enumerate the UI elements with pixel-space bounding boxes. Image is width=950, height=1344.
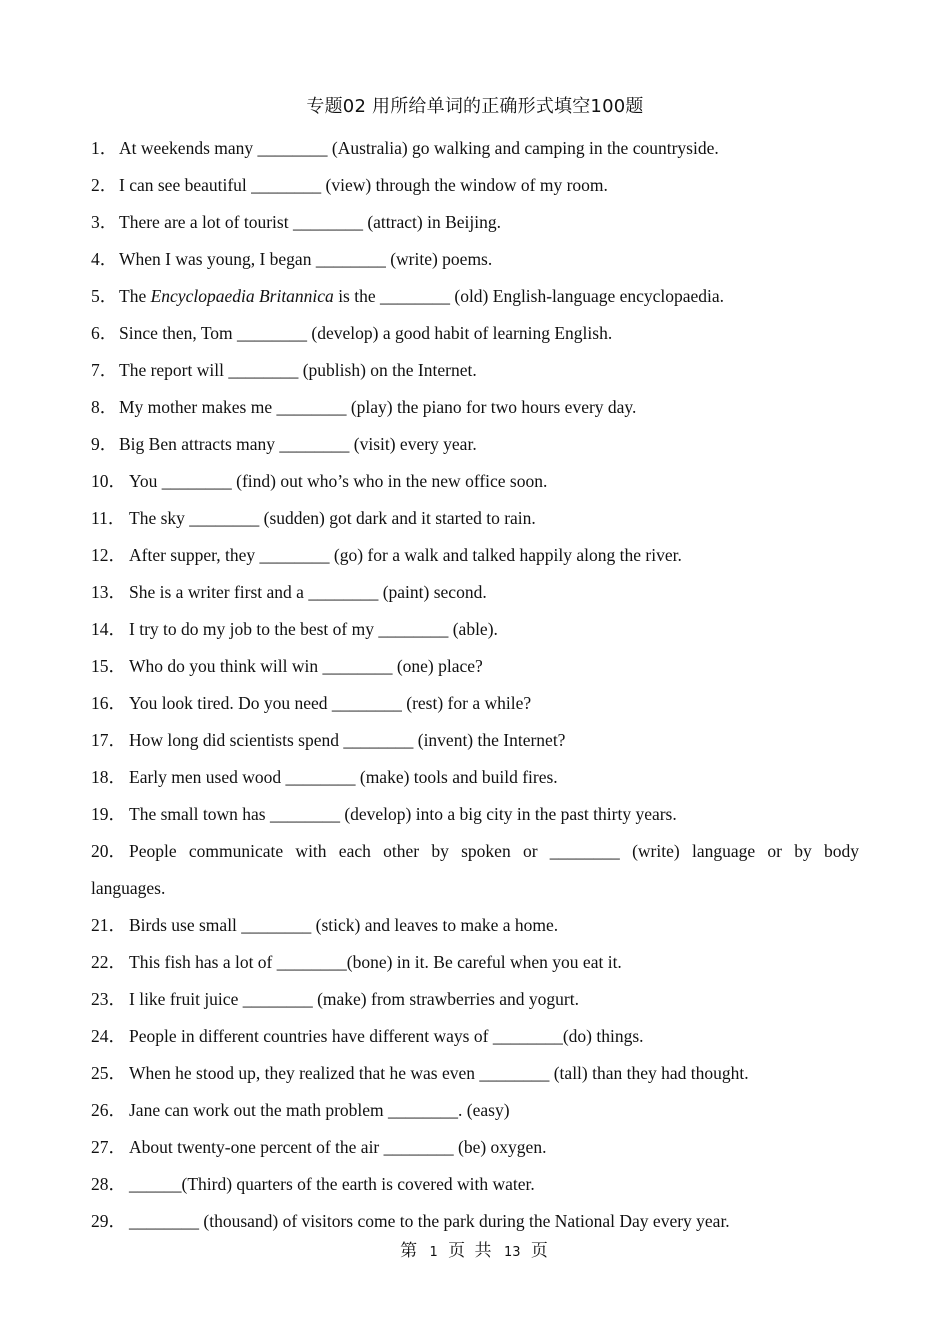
- question-item: [91, 315, 859, 352]
- question-number: 25．: [91, 1063, 126, 1083]
- question-number: 23．: [91, 989, 126, 1009]
- question-text: People communicate with each other by spoken or ________ (write) language or by body languages.: [91, 841, 859, 898]
- question-item: [91, 1018, 859, 1055]
- question-item: [91, 685, 859, 722]
- question-item: [91, 204, 859, 241]
- question-item: [91, 574, 859, 611]
- question-number: 6．: [91, 323, 118, 343]
- question-text: ______(Third) quarters of the earth is covered with water.: [129, 1174, 535, 1194]
- question-number: 22．: [91, 952, 126, 972]
- question-item: [91, 944, 859, 981]
- question-item: [91, 759, 859, 796]
- question-number: 16．: [91, 693, 126, 713]
- question-text-before: The: [119, 286, 151, 306]
- question-number: 8．: [91, 397, 118, 417]
- question-text: When he stood up, they realized that he was even ________ (tall) than they had thought.: [129, 1063, 749, 1083]
- question-text: Jane can work out the math problem ________. (easy): [129, 1100, 510, 1120]
- question-number: 15．: [91, 656, 126, 676]
- question-item: [91, 722, 859, 759]
- question-item: [91, 1092, 859, 1129]
- question-item: [91, 389, 859, 426]
- question-number: 4．: [91, 249, 118, 269]
- question-number: 26．: [91, 1100, 126, 1120]
- question-text: At weekends many ________ (Australia) go walking and camping in the countryside.: [119, 138, 719, 158]
- question-item: [91, 463, 859, 500]
- question-number: 17．: [91, 730, 126, 750]
- book-title: Encyclopaedia Britannica: [150, 286, 334, 306]
- footer-mid: 页 共: [448, 1241, 494, 1261]
- question-text: This fish has a lot of ________(bone) in it. Be careful when you eat it.: [129, 952, 622, 972]
- question-item: [91, 537, 859, 574]
- page-title: 专题02 用所给单词的正确形式填空100题: [306, 96, 644, 117]
- question-text: You look tired. Do you need ________ (rest) for a while?: [129, 693, 532, 713]
- question-text: ________ (thousand) of visitors come to the park during the National Day every year.: [129, 1211, 730, 1231]
- question-item: [91, 167, 859, 204]
- question-text: How long did scientists spend ________ (invent) the Internet?: [129, 730, 566, 750]
- question-number: 12．: [91, 545, 126, 565]
- question-text: She is a writer first and a ________ (paint) second.: [129, 582, 487, 602]
- total-page-count: 13: [503, 1245, 521, 1260]
- question-number: 1．: [91, 138, 118, 158]
- question-text: People in different countries have different ways of ________(do) things.: [129, 1026, 644, 1046]
- question-number: 28．: [91, 1174, 126, 1194]
- question-number: 20．: [91, 841, 126, 861]
- question-text: Who do you think will win ________ (one) place?: [129, 656, 483, 676]
- question-number: 29．: [91, 1211, 126, 1231]
- question-text: Birds use small ________ (stick) and leaves to make a home.: [129, 915, 559, 935]
- question-number: 9．: [91, 434, 118, 454]
- question-item: [91, 648, 859, 685]
- question-item: [91, 1166, 859, 1203]
- question-item: [91, 1055, 859, 1092]
- question-item: [91, 352, 859, 389]
- question-text: I like fruit juice ________ (make) from strawberries and yogurt.: [129, 989, 580, 1009]
- question-number: 10．: [91, 471, 126, 491]
- current-page-number: 1: [429, 1245, 438, 1260]
- question-text: Since then, Tom ________ (develop) a good habit of learning English.: [119, 323, 613, 343]
- question-number: 11．: [91, 508, 126, 528]
- question-item: [91, 981, 859, 1018]
- question-text: Big Ben attracts many ________ (visit) every year.: [119, 434, 477, 454]
- question-item: [91, 833, 859, 907]
- question-text-after: is the ________ (old) English-language encyclopaedia.: [333, 286, 725, 306]
- question-number: 24．: [91, 1026, 126, 1046]
- question-text: The small town has ________ (develop) into a big city in the past thirty years.: [129, 804, 677, 824]
- question-item: [91, 426, 859, 463]
- question-item: [91, 611, 859, 648]
- footer-suffix: 页: [530, 1241, 550, 1261]
- question-text: My mother makes me ________ (play) the piano for two hours every day.: [119, 397, 637, 417]
- question-item: [91, 796, 859, 833]
- question-number: 21．: [91, 915, 126, 935]
- question-number: 19．: [91, 804, 126, 824]
- question-item: [91, 500, 859, 537]
- question-number: 18．: [91, 767, 126, 787]
- question-number: 5．: [91, 286, 118, 306]
- question-number: 13．: [91, 582, 126, 602]
- question-text: You ________ (find) out who’s who in the new office soon.: [129, 471, 548, 491]
- footer-prefix: 第: [400, 1241, 420, 1261]
- question-text: The sky ________ (sudden) got dark and it started to rain.: [129, 508, 536, 528]
- question-text: I can see beautiful ________ (view) through the window of my room.: [119, 175, 608, 195]
- page-footer: [0, 1238, 950, 1266]
- question-text: About twenty-one percent of the air ________ (be) oxygen.: [129, 1137, 547, 1157]
- question-text: Early men used wood ________ (make) tools and build fires.: [129, 767, 558, 787]
- question-number: 7．: [91, 360, 118, 380]
- question-item: [91, 278, 859, 315]
- question-number: 3．: [91, 212, 118, 232]
- question-text: The report will ________ (publish) on the Internet.: [119, 360, 477, 380]
- question-number: 2．: [91, 175, 118, 195]
- question-number: 27．: [91, 1137, 126, 1157]
- question-item: [91, 1203, 859, 1240]
- question-text: After supper, they ________ (go) for a walk and talked happily along the river.: [129, 545, 682, 565]
- question-item: [91, 907, 859, 944]
- question-text: I try to do my job to the best of my ________ (able).: [129, 619, 498, 639]
- question-item: [91, 1129, 859, 1166]
- question-text: When I was young, I began ________ (write) poems.: [119, 249, 493, 269]
- question-text: There are a lot of tourist ________ (attract) in Beijing.: [119, 212, 501, 232]
- question-list: [91, 130, 859, 1240]
- question-number: 14．: [91, 619, 126, 639]
- question-item: [91, 241, 859, 278]
- question-item: [91, 130, 859, 167]
